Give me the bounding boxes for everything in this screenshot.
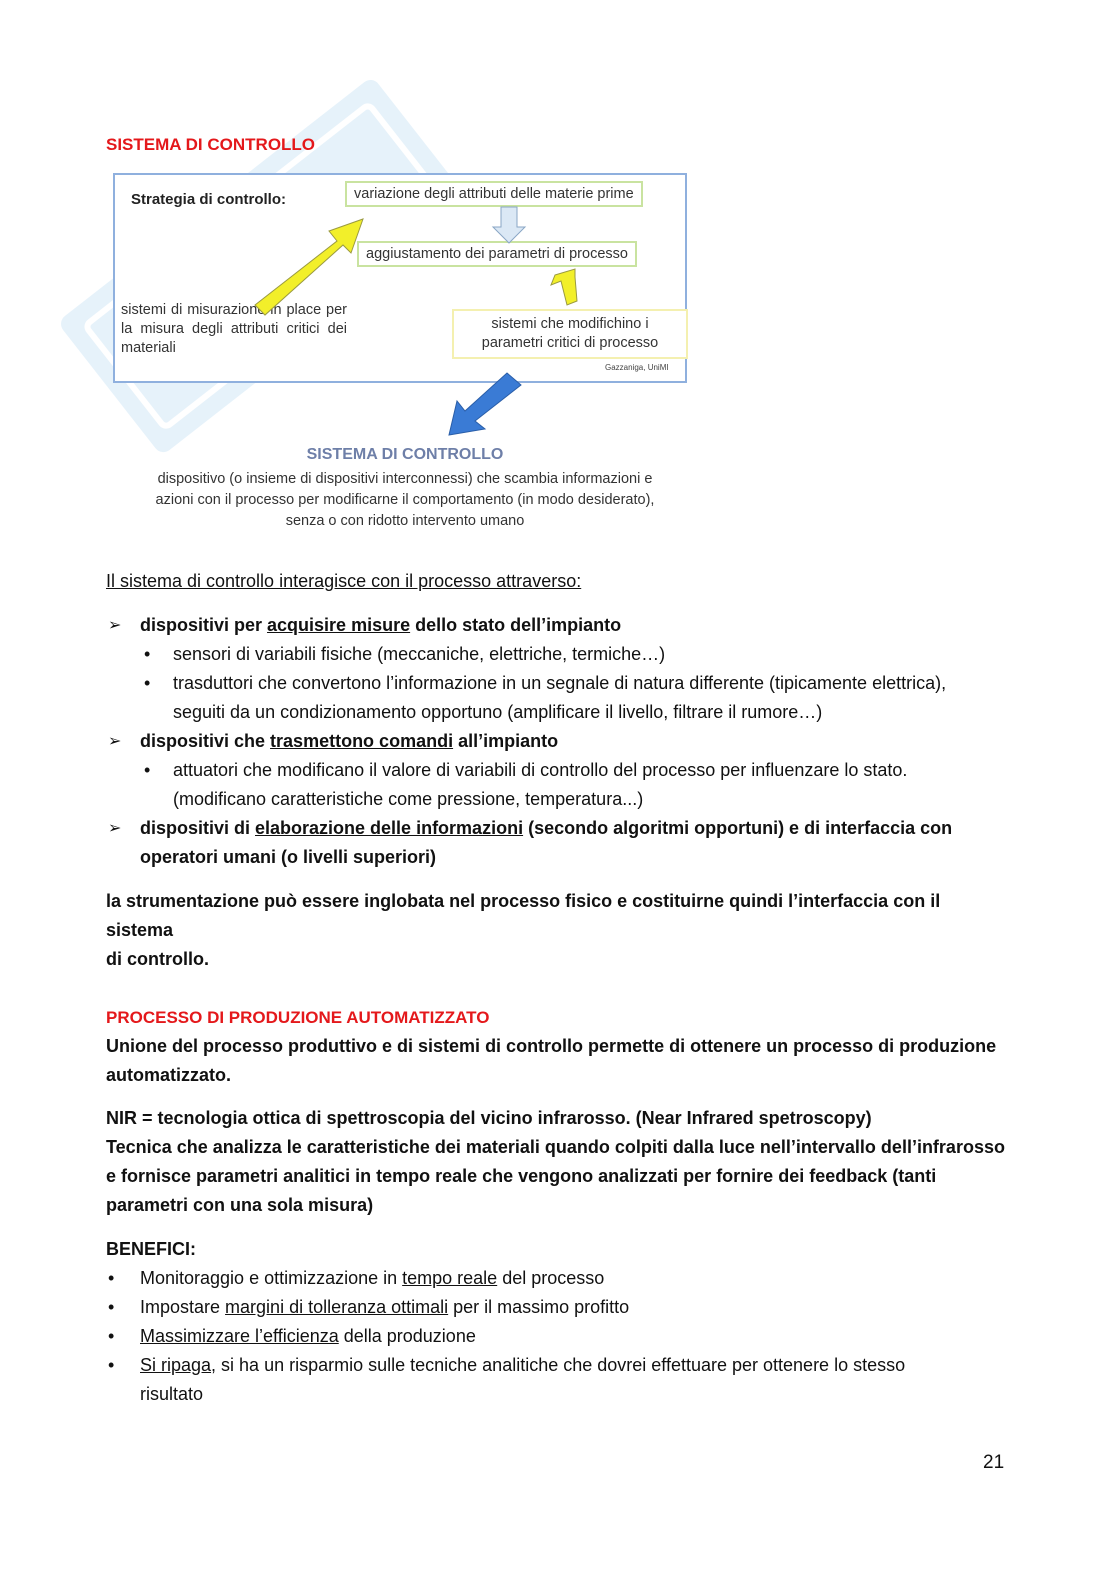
sub-item-text: trasduttori che convertono l’informazione in un segnale di natura differente (tipicamente elettrica), [173, 673, 947, 693]
intro-line [106, 567, 1006, 596]
benefit-item [106, 1351, 1006, 1409]
benefit-text: Impostare [140, 1297, 226, 1317]
paragraph-line: e fornisce parametri analitici in tempo reale che vengono analizzati per fornire dei feedback (tanti [106, 1166, 937, 1186]
page-number: 21 [983, 1452, 1005, 1473]
paragraph-line: parametri con una sola misura) [106, 1195, 374, 1215]
benefit-item [106, 1322, 1006, 1351]
benefit-underlined: Si ripaga [140, 1355, 212, 1375]
item-text: operatori umani (o livelli superiori) [140, 847, 437, 867]
section-heading-processo: PROCESSO DI PRODUZIONE AUTOMATIZZATO [106, 1008, 490, 1027]
paragraph-line: Tecnica che analizza le caratteristiche dei materiali quando colpiti dalla luce nell’intervallo dell’infrarosso [106, 1137, 1005, 1157]
diagram-arrows [105, 167, 705, 467]
diagram-description-line: senza o con ridotto intervento umano [285, 513, 525, 529]
diagram-credit: Gazzaniga, UniMI [605, 363, 669, 372]
benefit-text: risultato [140, 1384, 204, 1404]
benefit-text: del processo [497, 1268, 605, 1288]
item-text: all’impianto [453, 731, 559, 751]
item-underlined: trasmettono comandi [270, 731, 454, 751]
diagram-description-line: azioni con il processo per modificarne il comportamento (in modo desiderato), [155, 492, 655, 508]
control-strategy-diagram [105, 167, 705, 547]
list-item [106, 611, 1006, 640]
yellow-up-arrow-icon [551, 269, 577, 305]
item-underlined: acquisire misure [267, 615, 411, 635]
diagram-description [105, 469, 705, 532]
benefit-underlined: tempo reale [402, 1268, 498, 1288]
conclusion-line: di controllo. [106, 949, 209, 969]
interaction-list [106, 611, 1006, 872]
section-heading-sistema: SISTEMA DI CONTROLLO [106, 135, 316, 154]
item-text: dello stato dell’impianto [410, 615, 622, 635]
bullet-dot-icon: • [108, 1355, 115, 1375]
benefit-text: Monitoraggio e ottimizzazione in [140, 1268, 403, 1288]
arrow-bullet-icon: ➢ [108, 820, 122, 837]
bullet-dot-icon: • [144, 673, 151, 693]
conclusion-line: la strumentazione può essere inglobata nel processo fisico e costituirne quindi l’interfaccia con il sistema [106, 891, 941, 940]
benefit-text: , si ha un risparmio sulle tecniche analitiche che dovrei effettuare per ottenere lo stesso [211, 1355, 906, 1375]
diagram-description-line: dispositivo (o insieme di dispositivi interconnessi) che scambia informazioni e [157, 471, 653, 487]
diagram-title: SISTEMA DI CONTROLLO [306, 446, 504, 463]
sub-item [106, 669, 1006, 727]
bullet-dot-icon: • [108, 1297, 115, 1317]
item-text: dispositivi che [140, 731, 271, 751]
sub-item-text: seguiti da un condizionamento opportuno (amplificare il livello, filtrare il rumore…) [173, 702, 823, 722]
arrow-bullet-icon: ➢ [108, 733, 122, 750]
yellow-diagonal-arrow-icon [255, 219, 363, 315]
diagram-strategy-label: Strategia di controllo: [131, 191, 287, 208]
bullet-dot-icon: • [108, 1268, 115, 1288]
diagram-top-box: variazione degli attributi delle materie prime [345, 181, 643, 207]
benefit-text: per il massimo profitto [448, 1297, 630, 1317]
diagram-mid-box: aggiustamento dei parametri di processo [357, 241, 637, 267]
paragraph-line: automatizzato. [106, 1065, 232, 1085]
item-text: dispositivi per [140, 615, 268, 635]
sub-item [106, 640, 1006, 669]
diagram-left-text: sistemi di misurazione in place per la misura degli attributi critici dei materiali [121, 302, 347, 356]
blue-diagonal-arrow-icon [449, 373, 521, 435]
section2-paragraph [106, 1032, 1006, 1090]
diagram-right-box: sistemi che modifichino i parametri critici di processo [452, 309, 688, 359]
benefits-list [106, 1264, 1006, 1409]
benefit-text: della produzione [338, 1326, 476, 1346]
item-text: (secondo algoritmi opportuni) e di interfaccia con [523, 818, 953, 838]
sub-item-text: (modificano caratteristiche come pressione, temperatura...) [173, 789, 644, 809]
intro-text: Il sistema di controllo interagisce con il processo attraverso: [106, 571, 582, 591]
list-item [106, 727, 1006, 756]
down-arrow-icon [493, 207, 525, 243]
sub-item-text: attuatori che modificano il valore di variabili di controllo del processo per influenzare lo stato. [173, 760, 908, 780]
item-text: dispositivi di [140, 818, 256, 838]
benefit-item [106, 1293, 1006, 1322]
bullet-dot-icon: • [144, 760, 151, 780]
sub-item-text: sensori di variabili fisiche (meccaniche, elettriche, termiche…) [173, 644, 666, 664]
bullet-dot-icon: • [108, 1326, 115, 1346]
benefit-underlined: margini di tolleranza ottimali [225, 1297, 449, 1317]
paragraph-line: NIR = tecnologia ottica di spettroscopia del vicino infrarosso. (Near Infrared spetroscopy) [106, 1108, 872, 1128]
arrow-bullet-icon: ➢ [108, 617, 122, 634]
nir-paragraph [106, 1104, 1006, 1220]
bullet-dot-icon: • [144, 644, 151, 664]
benefits-heading: BENEFICI: [106, 1239, 196, 1259]
benefit-underlined: Massimizzare l’efficienza [140, 1326, 339, 1346]
sub-item [106, 756, 1006, 814]
conclusion [106, 887, 1006, 974]
item-underlined: elaborazione delle informazioni [255, 818, 524, 838]
benefit-item [106, 1264, 1006, 1293]
list-item [106, 814, 1006, 872]
paragraph-line: Unione del processo produttivo e di sistemi di controllo permette di ottenere un processo di produzione [106, 1036, 997, 1056]
